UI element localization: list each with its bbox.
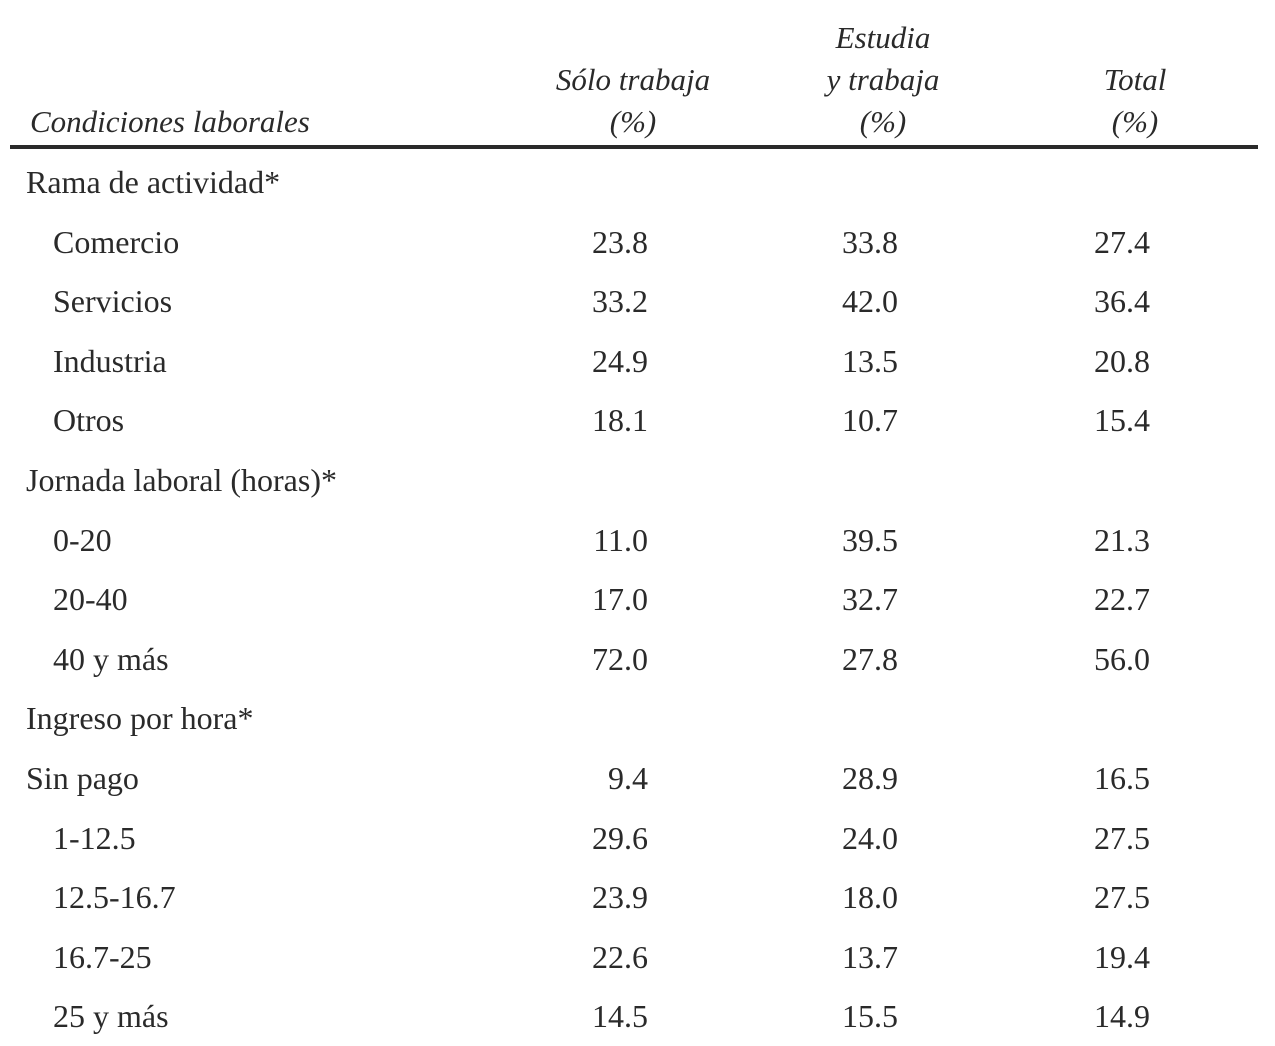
section-label: Jornada laboral (horas)* [26,462,337,498]
stub-header: Condiciones laborales [30,104,310,139]
value-cell-col2: 15.5 [842,998,898,1035]
value-cell-col1: 17.0 [592,581,648,618]
col1-header-unit: (%) [609,104,657,139]
row-label: 40 y más [53,640,169,677]
table-row [0,212,1275,272]
value-cell-col3: 19.4 [1094,938,1150,975]
table-row [0,152,1275,212]
value-cell-col3: 21.3 [1094,521,1150,558]
table-row [0,688,1275,748]
value-cell-col1: 24.9 [592,342,648,379]
table-row [0,510,1275,570]
value-cell-col3: 14.9 [1094,998,1150,1035]
value-cell-col1: 14.5 [592,998,648,1035]
value-cell-col1: 72.0 [592,640,648,677]
value-cell-col3: 36.4 [1094,283,1150,320]
value-cell-col1: 22.6 [592,938,648,975]
value-cell-col1: 11.0 [593,521,648,558]
value-cell-col1: 9.4 [608,760,648,796]
section-label: Rama de actividad* [26,164,281,200]
col2-header-line0: Estudia [835,20,931,55]
value-cell-col3: 20.8 [1094,342,1150,379]
value-cell-col2: 28.9 [842,760,898,796]
value-cell-col1: 33.2 [592,283,648,320]
col3-header-unit: (%) [1111,104,1159,139]
table-row [0,808,1275,868]
col3-header-line1: Total [1103,62,1167,97]
value-cell-col1: 23.9 [592,879,648,916]
row-label: Comercio [53,223,180,260]
value-cell-col1: 29.6 [592,819,648,856]
value-cell-col2: 42.0 [842,283,898,320]
row-label: 12.5-16.7 [53,879,176,916]
table-row [0,569,1275,629]
row-label: 1-12.5 [53,819,136,856]
col2-header-line1: y trabaja [826,62,940,97]
table-row [0,450,1275,510]
value-cell-col2: 27.8 [842,640,898,677]
row-label: Industria [53,342,167,379]
value-cell-col1: 23.8 [592,223,648,260]
table-row [0,271,1275,331]
value-cell-col3: 27.5 [1094,879,1150,916]
table-row [0,390,1275,450]
table-row [0,986,1275,1046]
row-label: 0-20 [53,521,112,558]
value-cell-col3: 56.0 [1094,640,1150,677]
table-row [0,927,1275,987]
value-cell-col3: 15.4 [1094,402,1150,439]
row-label: Otros [53,402,125,439]
row-label: Servicios [53,283,173,320]
row-label: 25 y más [53,998,169,1035]
value-cell-col3: 16.5 [1094,760,1150,796]
row-label: 20-40 [53,581,128,618]
table-row [0,629,1275,689]
col2-header-unit: (%) [859,104,907,139]
col1-header-line1: Sólo trabaja [555,62,711,97]
value-cell-col3: 22.7 [1094,581,1150,618]
table-row [0,748,1275,808]
section-label: Ingreso por hora* [26,700,254,737]
header-rule [10,145,1258,149]
value-cell-col2: 32.7 [842,581,898,618]
table-row [0,331,1275,391]
value-cell-col2: 33.8 [842,223,898,260]
value-cell-col3: 27.5 [1094,819,1150,856]
value-cell-col2: 18.0 [842,879,898,916]
row-label: 16.7-25 [53,938,152,975]
value-cell-col1: 18.1 [592,402,648,439]
value-cell-col2: 10.7 [842,402,898,439]
value-cell-col3: 27.4 [1094,223,1150,260]
section-label: Sin pago [26,760,139,796]
value-cell-col2: 39.5 [842,521,898,558]
value-cell-col2: 24.0 [842,819,898,856]
table-row [0,867,1275,927]
value-cell-col2: 13.5 [842,342,898,379]
value-cell-col2: 13.7 [842,938,898,975]
